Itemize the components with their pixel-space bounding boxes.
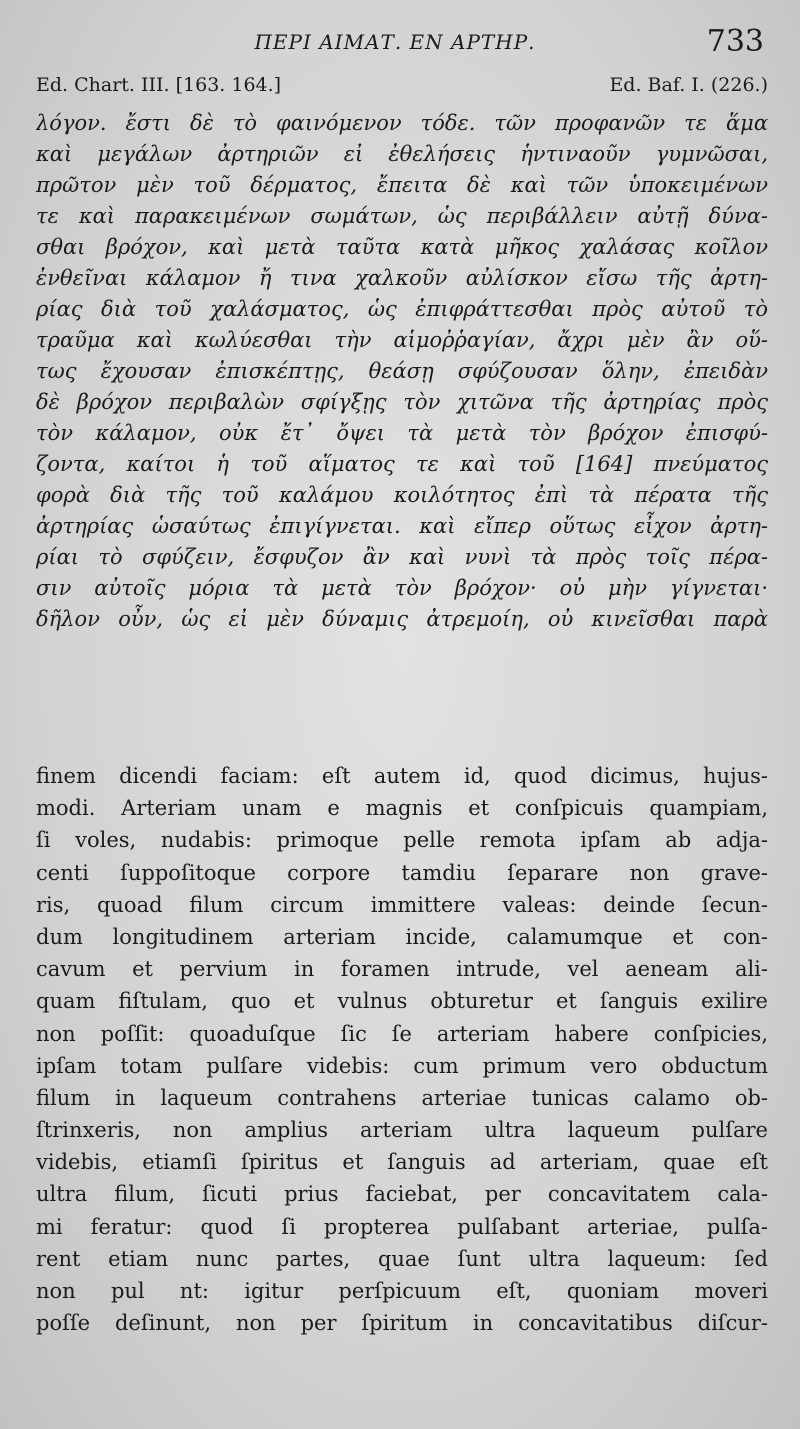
latin-line: cavum et pervium in foramen intrude, vel aeneam ali- [36,957,768,982]
greek-line: λόγον. ἔστι δὲ τὸ φαινόμενον τόδε. τῶν προφανῶν τε ἅμα [36,111,768,135]
greek-text-block [36,108,768,635]
latin-line: ſtrinxeris, non amplius arteriam ultra laqueum pulſare [36,1118,768,1143]
latin-line: centi ſuppoſitoque corpore tamdiu ſeparare non grave- [36,860,768,885]
latin-line: videbis, etiamſi ſpiritus et ſanguis ad arteriam, quae eſt [36,1150,768,1175]
edition-references [36,74,768,100]
greek-line: τραῦμα καὶ κωλύεσθαι τὴν αἱμοῤῥαγίαν, ἄχρι μὲν ἂν οὕ- [36,328,768,352]
running-title: ΠΕΡΙ ΑΙΜΑΤ. ΕΝ ΑΡΤΗΡ. [254,30,536,54]
greek-line: τως ἔχουσαν ἐπισκέπτῃς, θεάσῃ σφύζουσαν ὅλην, ἐπειδὰν [36,359,768,383]
greek-line: ἀρτηρίας ὡσαύτως ἐπιγίγνεται. καὶ εἴπερ οὕτως εἶχον ἀρτη- [36,514,768,538]
running-head [0,24,800,60]
latin-line: ipſam totam pulſare videbis: cum primum vero obductum [36,1053,768,1078]
greek-line: σθαι βρόχον, καὶ μετὰ ταῦτα κατὰ μῆκος χαλάσας κοῖλον [36,235,768,259]
edition-chart-reference: Ed. Chart. III. [163. 164.] [36,74,282,96]
edition-basel-reference: Ed. Baf. I. (226.) [609,74,768,96]
latin-line: modi. Arteriam unam e magnis et conſpicuis quampiam, [36,796,768,821]
latin-line: ris, quoad filum circum immittere valeas: deinde ſecun- [36,892,768,917]
greek-line: τε καὶ παρακειμένων σωμάτων, ὡς περιβάλλειν αὐτῇ δύνα- [36,204,768,228]
greek-line: φορὰ διὰ τῆς τοῦ καλάμου κοιλότητος ἐπὶ τὰ πέρατα τῆς [36,483,768,507]
latin-line: non poſſit: quoaduſque ſic ſe arteriam habere conſpicies, [36,1021,768,1046]
latin-line: quam fiſtulam, quo et vulnus obturetur et ſanguis exilire [36,989,768,1014]
latin-text-block [36,760,768,1339]
greek-line: ζοντα, καίτοι ἡ τοῦ αἵματος τε καὶ τοῦ [164] πνεύματος [36,452,768,476]
greek-line: τὸν κάλαμον, οὐκ ἔτ᾽ ὄψει τὰ μετὰ τὸν βρόχον ἐπισφύ- [36,421,768,445]
greek-line: πρῶτον μὲν τοῦ δέρματος, ἔπειτα δὲ καὶ τῶν ὑποκειμένων [36,173,768,197]
latin-line: ultra filum, ſicuti prius faciebat, per concavitatem cala- [36,1182,768,1207]
latin-line: mi feratur: quod ſi propterea pulſabant arteriae, pulſa- [36,1214,768,1239]
latin-line: ſi voles, nudabis: primoque pelle remota ipſam ab adja- [36,828,768,853]
greek-line: δῆλον οὖν, ὡς εἰ μὲν δύναμις ἀτρεμοίη, οὐ κινεῖσθαι παρὰ [36,607,768,631]
latin-line: non pul nt: igitur perſpicuum eſt, quoniam moveri [36,1279,768,1303]
greek-line: ρίας διὰ τοῦ χαλάσματος, ὡς ἐπιφράττεσθαι πρὸς αὐτοῦ τὸ [36,297,768,321]
latin-line: poſſe deſinunt, non per ſpiritum in concavitatibus diſcur- [36,1311,768,1336]
page-number: 733 [706,24,764,59]
latin-line: dum longitudinem arteriam incide, calamumque et con- [36,924,768,949]
latin-line: finem dicendi faciam: eſt autem id, quod dicimus, hujus- [36,764,768,788]
greek-line: ἐνθεῖναι κάλαμον ἤ τινα χαλκοῦν αὐλίσκον εἴσω τῆς ἀρτη- [36,266,768,290]
greek-line: καὶ μεγάλων ἀρτηριῶν εἰ ἐθελήσεις ἡντιναοῦν γυμνῶσαι, [36,142,768,166]
greek-line: σιν αὐτοῖς μόρια τὰ μετὰ τὸν βρόχον· οὐ μὴν γίγνεται· [36,576,768,600]
greek-line: δὲ βρόχον περιβαλὼν σφίγξῃς τὸν χιτῶνα τῆς ἀρτηρίας πρὸς [36,390,768,414]
greek-line: ρίαι τὸ σφύζειν, ἔσφυζον ἂν καὶ νυνὶ τὰ πρὸς τοῖς πέρα- [36,545,768,569]
latin-line: rent etiam nunc partes, quae ſunt ultra laqueum: ſed [36,1246,768,1271]
latin-line: filum in laqueum contrahens arteriae tunicas calamo ob- [36,1085,768,1110]
